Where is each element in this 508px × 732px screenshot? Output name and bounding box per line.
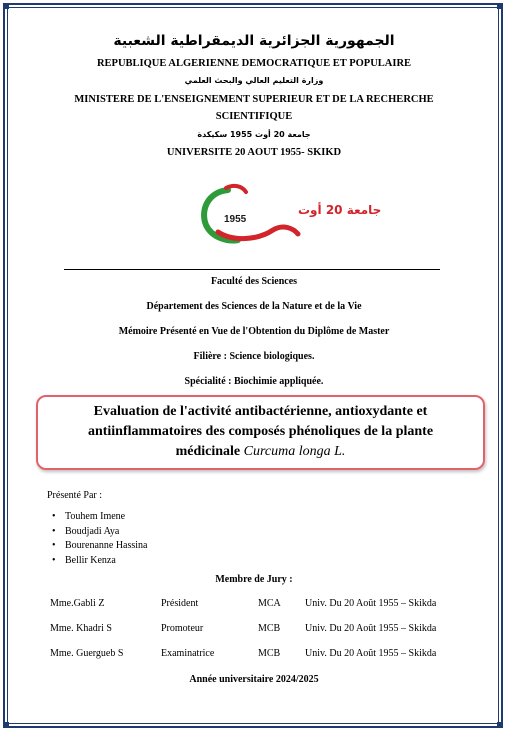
- species-name: Curcuma longa L.: [243, 444, 346, 459]
- list-item: • Touhem Imene: [65, 510, 147, 525]
- department: Département des Sciences de la Nature et de la Vie: [146, 301, 362, 312]
- arabic-university: جامعة 20 أوت 1955 سكيكدة: [197, 130, 311, 139]
- border-corner: [497, 3, 503, 9]
- jury-affiliation: Univ. Du 20 Août 1955 – Skikda: [305, 598, 437, 609]
- jury-role: Promoteur: [161, 623, 204, 634]
- jury-name: Mme. Khadri S: [50, 623, 112, 634]
- divider-line: [64, 269, 440, 270]
- logo-year: 1955: [224, 214, 247, 225]
- thesis-title-line3: [44, 442, 477, 462]
- border-corner: [3, 722, 9, 728]
- memoire-statement: Mémoire Présenté en Vue de l'Obtention du Diplôme de Master: [118, 326, 390, 337]
- jury-name: Mme.Gabli Z: [50, 598, 105, 609]
- jury-grade: MCA: [258, 598, 281, 609]
- student-list: [65, 510, 147, 568]
- ministry-line1: MINISTERE DE L'ENSEIGNEMENT SUPERIEUR ET DE LA RECHERCHE: [74, 94, 434, 105]
- jury-affiliation: Univ. Du 20 Août 1955 – Skikda: [305, 623, 437, 634]
- jury-label: Membre de Jury :: [215, 574, 293, 585]
- jury-row: [0, 648, 508, 662]
- republic-title: REPUBLIQUE ALGERIENNE DEMOCRATIQUE ET POPULAIRE: [96, 58, 412, 69]
- university-logo: [198, 180, 382, 252]
- jury-grade: MCB: [258, 623, 281, 634]
- jury-role: Président: [161, 598, 199, 609]
- arabic-ministry: وزارة التعليم العالي والبحث العلمي: [184, 76, 324, 85]
- faculty: Faculté des Sciences: [210, 276, 298, 287]
- thesis-title-line1: Evaluation de l'activité antibactérienne, antioxydante et: [93, 404, 428, 419]
- jury-row: [0, 623, 508, 637]
- list-item: • Bellir Kenza: [65, 554, 147, 569]
- jury-grade: MCB: [258, 648, 281, 659]
- border-corner: [497, 722, 503, 728]
- filiere: Filière : Science biologiques.: [193, 351, 315, 362]
- specialite: Spécialité : Biochimie appliquée.: [184, 376, 324, 387]
- list-item: • Bourenanne Hassina: [65, 539, 147, 554]
- jury-role: Examinatrice: [161, 648, 215, 659]
- presented-by-label: Présenté Par :: [47, 490, 102, 501]
- list-item: • Boudjadi Aya: [65, 525, 147, 540]
- jury-affiliation: Univ. Du 20 Août 1955 – Skikda: [305, 648, 437, 659]
- border-corner: [3, 3, 9, 9]
- ministry-line2: SCIENTIFIQUE: [215, 111, 293, 122]
- academic-year: Année universitaire 2024/2025: [189, 674, 319, 685]
- jury-name: Mme. Guergueb S: [50, 648, 124, 659]
- logo-red-swoosh: [218, 227, 298, 239]
- thesis-title: [44, 402, 477, 462]
- thesis-title-line3-prefix: médicinale: [175, 444, 244, 459]
- university-title: UNIVERSITE 20 AOUT 1955- SKIKD: [166, 147, 342, 158]
- arabic-republic-title: الجمهورية الجزائرية الديمقراطية الشعبية: [113, 33, 395, 49]
- logo-arabic-text: جامعة 20 أوت: [298, 203, 382, 217]
- thesis-title-line2: antiinflammatoires des composés phénoliques de la plante: [87, 424, 434, 439]
- jury-row: [0, 598, 508, 612]
